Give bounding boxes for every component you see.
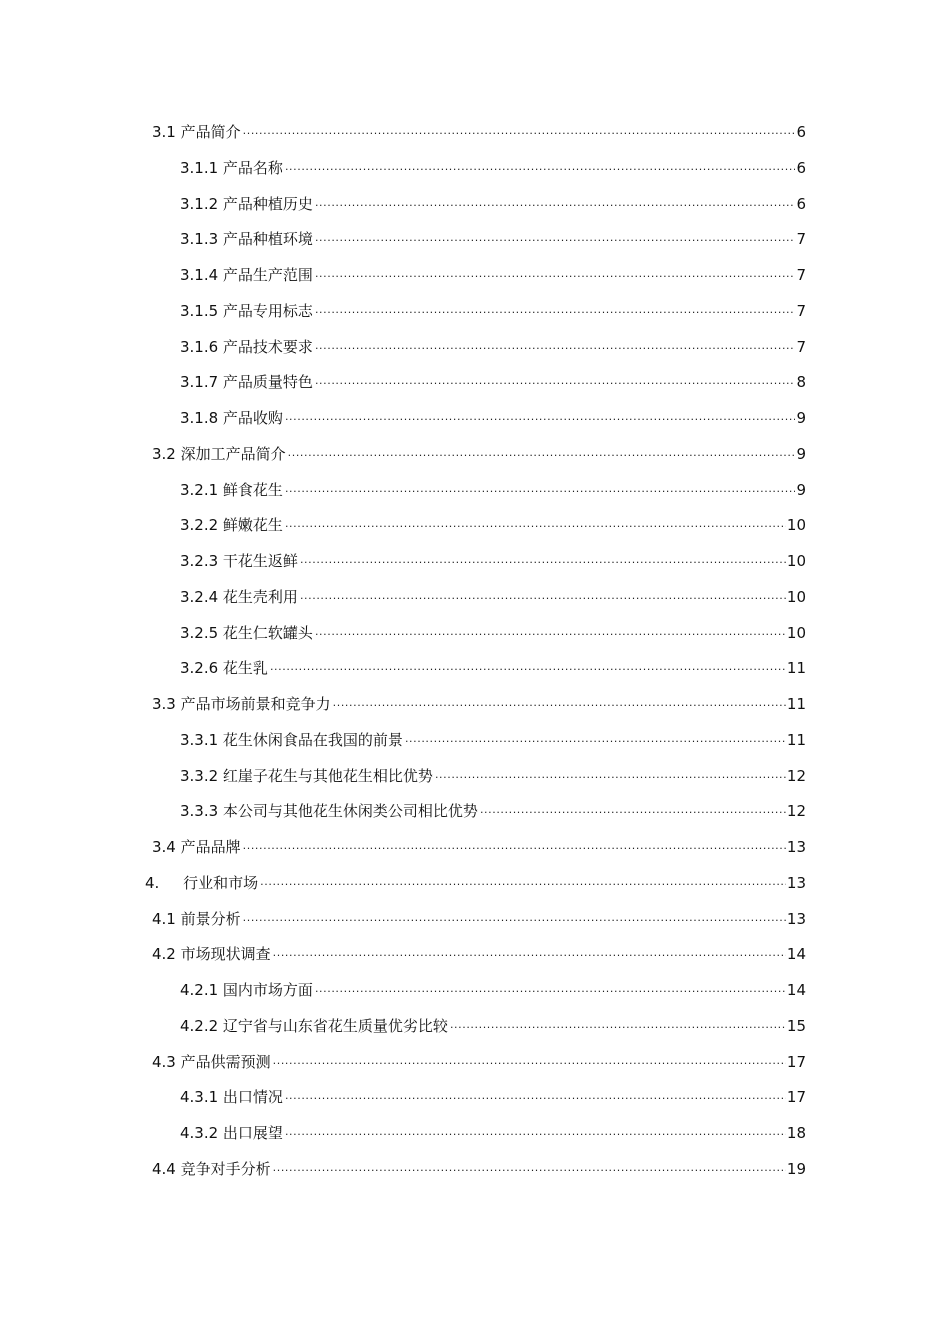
toc-entry-title: 3.4 产品品牌 [152,838,241,856]
dot-leader [435,766,786,786]
toc-entry-page-number: 11 [786,695,806,713]
toc-entry-title: 3.3.2 红崖子花生与其他花生相比优势 [180,766,433,785]
toc-entry-title: 3.1.2 产品种植历史 [180,194,313,213]
toc-entry-title: 4.3 产品供需预测 [152,1052,271,1071]
toc-entry-page-number: 17 [786,1052,806,1071]
toc-entry-page-number: 7 [796,337,806,356]
toc-entry-page-number: 7 [796,301,806,320]
toc-entry-title: 4.4 竞争对手分析 [152,1159,271,1178]
toc-entry-title: 3.1.5 产品专用标志 [180,301,313,320]
dot-leader [285,515,786,535]
toc-entry[interactable] [180,333,806,357]
dot-leader [315,265,796,285]
dot-leader [285,1123,786,1143]
dot-leader [405,730,786,750]
toc-entry[interactable] [145,869,806,893]
dot-leader [285,158,796,178]
toc-entry[interactable] [180,476,806,500]
toc-entry-page-number: 9 [796,444,806,463]
toc-entry-page-number: 12 [786,766,806,785]
toc-entry[interactable] [180,726,806,750]
dot-leader [480,801,786,821]
dot-leader [288,444,796,464]
toc-entry-title: 3.1.3 产品种植环境 [180,230,313,249]
toc-entry-page-number: 10 [786,552,806,570]
toc-entry[interactable] [152,1155,806,1179]
toc-entry[interactable] [152,940,806,964]
toc-entry[interactable] [152,440,806,464]
toc-entry[interactable] [180,1012,806,1036]
toc-entry[interactable] [180,297,806,321]
dot-leader [315,337,796,357]
toc-entry[interactable] [180,404,806,428]
toc-entry-page-number: 13 [786,838,806,856]
toc-entry-title: 3.2 深加工产品简介 [152,444,286,463]
toc-entry[interactable] [152,690,806,714]
toc-entry-page-number: 10 [786,516,806,535]
toc-entry[interactable] [180,619,806,643]
dot-leader [285,408,796,428]
dot-leader [333,694,786,714]
toc-entry[interactable] [180,762,806,786]
toc-entry-page-number: 17 [786,1088,806,1107]
toc-entry-page-number: 19 [786,1159,806,1178]
toc-entry-title: 4. 行业和市场 [145,873,259,892]
dot-leader [243,909,786,929]
toc-entry-title: 3.3.1 花生休闲食品在我国的前景 [180,730,403,749]
toc-entry[interactable] [180,797,806,821]
toc-entry[interactable] [180,511,806,535]
toc-entry-title: 3.1.1 产品名称 [180,158,283,177]
toc-entry-page-number: 14 [786,981,806,999]
toc-entry-page-number: 12 [786,802,806,821]
toc-entry-title: 3.3 产品市场前景和竞争力 [152,695,331,713]
toc-entry-title: 4.3.1 出口情况 [180,1088,283,1107]
toc-entry[interactable] [180,1083,806,1107]
toc-entry-page-number: 18 [786,1124,806,1142]
dot-leader [270,658,786,678]
toc-entry-page-number: 11 [786,659,806,678]
toc-entry[interactable] [180,654,806,678]
dot-leader [243,837,786,857]
toc-entry-title: 4.2.1 国内市场方面 [180,981,313,999]
dot-leader [273,1159,786,1179]
dot-leader [243,122,796,142]
dot-leader [315,194,796,214]
dot-leader [450,1016,786,1036]
toc-entry-page-number: 7 [796,230,806,249]
toc-entry-title: 3.3.3 本公司与其他花生休闲类公司相比优势 [180,802,478,821]
dot-leader [285,1087,786,1107]
toc-entry[interactable] [152,118,806,142]
toc-entry[interactable] [180,368,806,392]
toc-entry-title: 3.1.6 产品技术要求 [180,337,313,356]
toc-entry-page-number: 10 [786,587,806,606]
toc-entry-title: 3.2.3 干花生返鲜 [180,552,298,570]
toc-entry-title: 3.1.8 产品收购 [180,409,283,427]
toc-entry-title: 3.2.1 鲜食花生 [180,480,283,499]
toc-entry-page-number: 15 [786,1016,806,1035]
toc-entry-page-number: 6 [796,194,806,213]
toc-entry[interactable] [152,833,806,857]
dot-leader [273,944,786,964]
toc-entry[interactable] [180,190,806,214]
toc-entry[interactable] [152,1048,806,1072]
toc-entry-title: 3.2.6 花生乳 [180,659,268,678]
toc-entry-title: 4.3.2 出口展望 [180,1124,283,1142]
toc-entry-page-number: 6 [796,158,806,177]
toc-entry-page-number: 13 [786,909,806,928]
dot-leader [273,1052,786,1072]
dot-leader [300,587,786,607]
dot-leader [315,372,796,392]
toc-entry-title: 4.1 前景分析 [152,909,241,928]
toc-entry-title: 3.1 产品简介 [152,123,241,141]
toc-entry-page-number: 7 [796,266,806,284]
toc-entry[interactable] [180,261,806,285]
toc-entry[interactable] [180,1119,806,1143]
toc-entry-title: 3.2.2 鲜嫩花生 [180,516,283,535]
toc-entry-page-number: 10 [786,623,806,642]
toc-entry-page-number: 11 [786,730,806,749]
toc-entry-title: 4.2 市场现状调查 [152,945,271,964]
toc-entry-page-number: 9 [796,480,806,499]
toc-entry[interactable] [180,547,806,571]
toc-entry-page-number: 6 [796,123,806,141]
toc-entry[interactable] [180,583,806,607]
toc-entry[interactable] [180,154,806,178]
toc-entry-title: 4.2.2 辽宁省与山东省花生质量优劣比较 [180,1016,448,1035]
toc-entry-title: 3.1.7 产品质量特色 [180,373,313,392]
dot-leader [260,873,786,893]
toc-entry[interactable] [180,976,806,1000]
dot-leader [315,623,786,643]
dot-leader [315,229,796,249]
toc-entry-page-number: 14 [786,945,806,964]
toc-entry[interactable] [152,905,806,929]
dot-leader [300,551,786,571]
dot-leader [285,480,796,500]
dot-leader [315,301,796,321]
toc-entry-page-number: 8 [796,373,806,392]
toc-entry-title: 3.1.4 产品生产范围 [180,266,313,284]
toc-entry[interactable] [180,225,806,249]
toc-entry-page-number: 13 [786,873,806,892]
toc-entry-title: 3.2.4 花生壳利用 [180,587,298,606]
dot-leader [315,980,786,1000]
toc-entry-title: 3.2.5 花生仁软罐头 [180,623,313,642]
toc-entry-page-number: 9 [796,409,806,427]
